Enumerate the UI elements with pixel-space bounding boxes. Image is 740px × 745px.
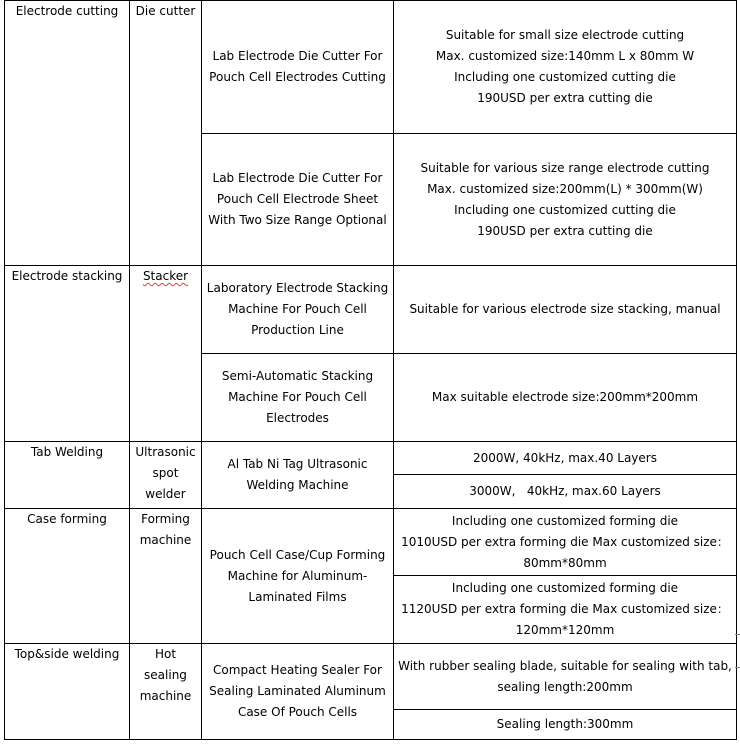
model-cell: Compact Heating Sealer For Sealing Laminated Aluminum Case Of Pouch Cells [202, 644, 394, 740]
model-cell: Pouch Cell Case/Cup Forming Machine for Aluminum-Laminated Films [202, 509, 394, 644]
process-cell: Case forming [5, 509, 130, 644]
margin-marker [735, 667, 740, 668]
margin-marker [735, 634, 740, 635]
table-row [5, 442, 737, 475]
model-cell: Al Tab Ni Tag Ultrasonic Welding Machine [202, 442, 394, 509]
table-row [5, 509, 737, 576]
process-cell: Electrode cutting [5, 1, 130, 266]
table-row [5, 1, 737, 134]
table-row [5, 644, 737, 710]
spellcheck-underline: Stacker [142, 269, 189, 283]
process-cell: Electrode stacking [5, 266, 130, 442]
equipment-cell: Forming machine [130, 509, 202, 644]
spec-cell: With rubber sealing blade, suitable for sealing with tab, sealing length:200mm [394, 644, 737, 710]
model-cell: Lab Electrode Die Cutter For Pouch Cell Electrodes Cutting [202, 1, 394, 134]
equipment-cell [130, 266, 202, 442]
equipment-cell: Hot sealing machine [130, 644, 202, 740]
spec-cell: Including one customized forming die 1120USD per extra forming die Max customized size： 120mm*120mm [394, 576, 737, 644]
spec-cell: Sealing length:300mm [394, 710, 737, 740]
spec-cell: 2000W, 40kHz, max.40 Layers [394, 442, 737, 475]
model-cell: Laboratory Electrode Stacking Machine For Pouch Cell Production Line [202, 266, 394, 354]
spec-cell: Suitable for various electrode size stacking, manual [394, 266, 737, 354]
spec-cell: 3000W, 40kHz, max.60 Layers [394, 475, 737, 509]
spec-cell: Including one customized forming die 1010USD per extra forming die Max customized size： 80mm*80mm [394, 509, 737, 576]
process-cell: Tab Welding [5, 442, 130, 509]
process-cell: Top&side welding [5, 644, 130, 740]
spec-cell: Suitable for various size range electrode cutting Max. customized size:200mm(L) * 300mm(W) Including one customized cutting die 190USD per extra cutting die [394, 134, 737, 266]
model-cell: Lab Electrode Die Cutter For Pouch Cell Electrode Sheet With Two Size Range Optional [202, 134, 394, 266]
equipment-cell: Ultrasonic spot welder [130, 442, 202, 509]
spec-cell: Suitable for small size electrode cutting Max. customized size:140mm L x 80mm W Including one customized cutting die 190USD per extra cutting die [394, 1, 737, 134]
equipment-cell: Die cutter [130, 1, 202, 266]
table-row [5, 266, 737, 354]
model-cell: Semi-Automatic Stacking Machine For Pouch Cell Electrodes [202, 354, 394, 442]
equipment-spec-table [4, 0, 737, 740]
spec-cell: Max suitable electrode size:200mm*200mm [394, 354, 737, 442]
